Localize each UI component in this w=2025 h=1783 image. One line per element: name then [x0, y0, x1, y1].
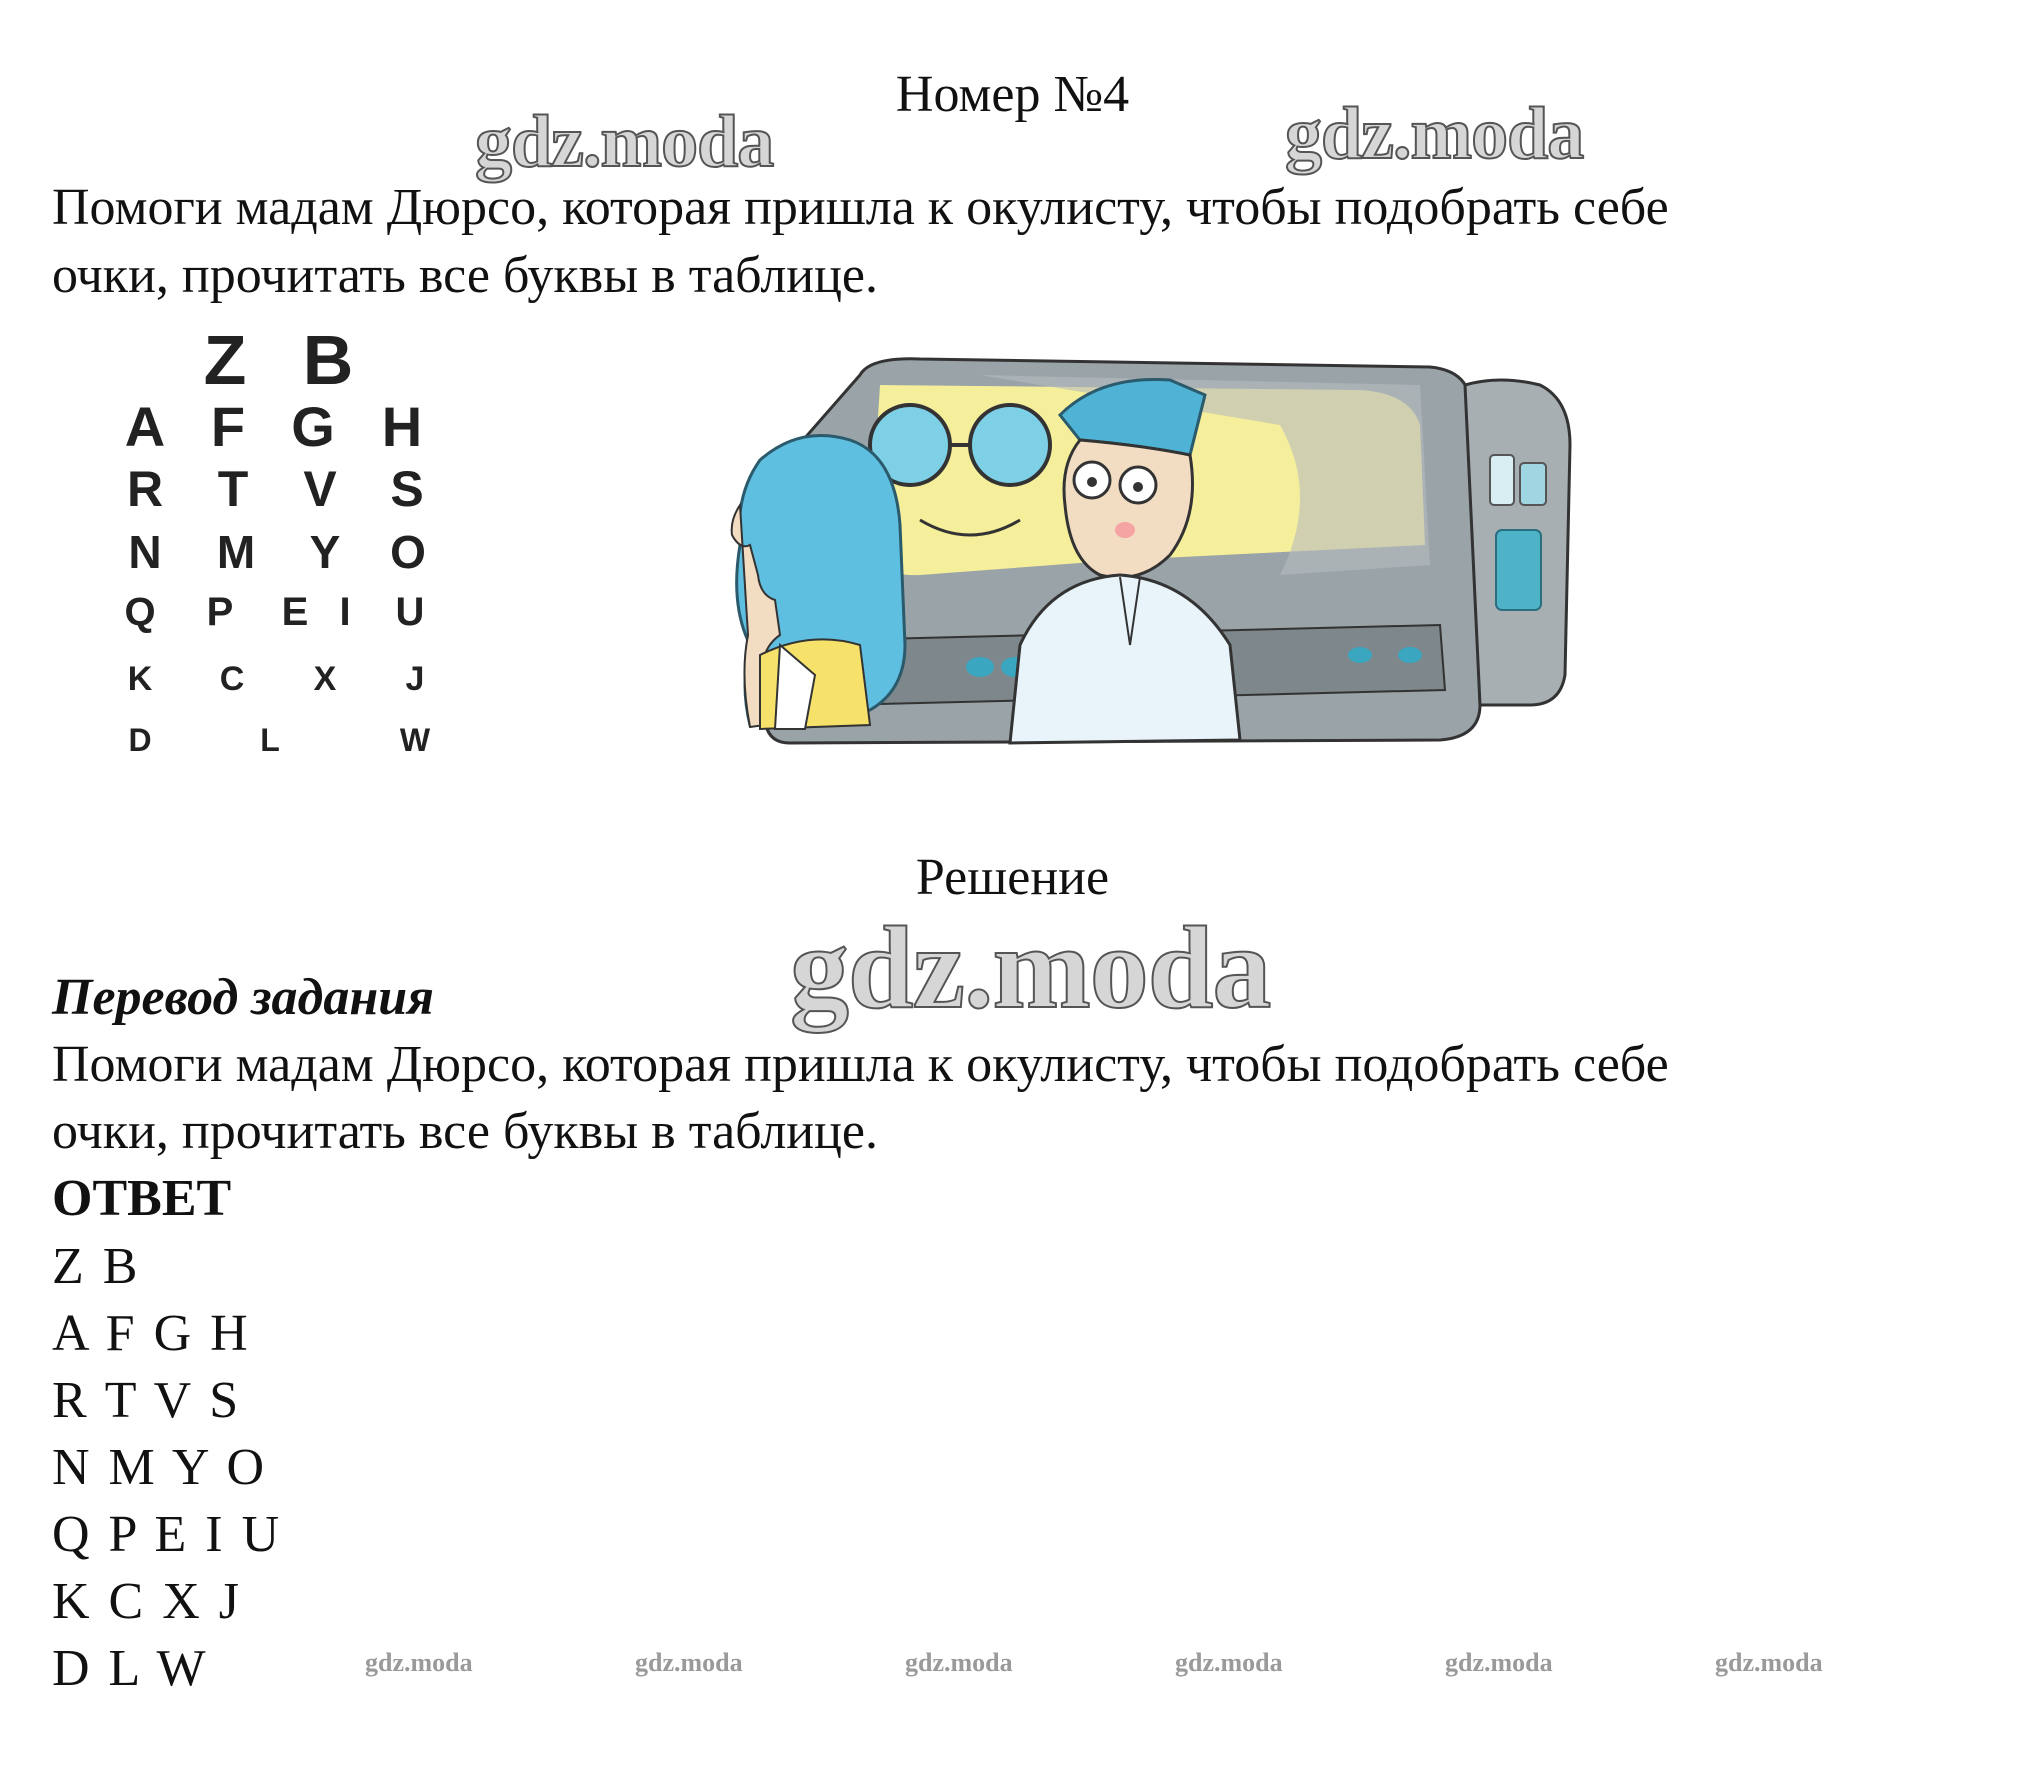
eye-chart-letter: S [390, 461, 424, 517]
eye-chart-letter: O [390, 526, 426, 578]
translation-text-line-1: Помоги мадам Дюрсо, которая пришла к окулисту, чтобы подобрать себе [52, 1036, 1669, 1093]
eye-chart [110, 320, 460, 770]
eye-chart-letter: Z [203, 321, 247, 399]
answer-line: K C X J [52, 1573, 243, 1630]
eye-chart-letter: P [206, 590, 234, 634]
watermark-small: gdz.moda [365, 1648, 473, 1677]
watermark: gdz.moda [475, 101, 774, 183]
eye-chart-letter: D [128, 722, 152, 758]
translation-heading: Перевод задания [52, 969, 434, 1026]
answer-line: R T V S [52, 1372, 242, 1429]
task-text-line-2: очки, прочитать все буквы в таблице. [52, 247, 879, 304]
eye-chart-letter: J [405, 660, 425, 698]
eye-chart-letter: U [395, 590, 425, 634]
answer-line: N M Y O [52, 1439, 268, 1496]
eye-chart-letter: K [127, 660, 153, 698]
answer-label: ОТВЕТ [52, 1170, 232, 1227]
watermark-small: gdz.moda [1175, 1648, 1283, 1677]
eye-chart-letter: B [302, 321, 354, 399]
page-title: Номер №4 [895, 66, 1130, 123]
eye-chart-letter: V [303, 461, 337, 517]
eye-chart-letter: T [217, 461, 249, 517]
eye-chart-letter: Q [124, 590, 156, 634]
eye-chart-letter: C [219, 660, 245, 698]
answer-line: Q P E I U [52, 1506, 283, 1563]
eye-chart-letter: F [210, 395, 246, 458]
eye-chart-letter: W [399, 722, 431, 758]
eye-chart-letter: R [126, 461, 164, 517]
watermark: gdz.moda [790, 902, 1271, 1033]
eye-chart-letter: X [313, 660, 337, 698]
eye-chart-letter: Y [309, 526, 341, 578]
answer-list [52, 1233, 282, 1702]
eye-chart-letter: L [260, 722, 280, 758]
eye-chart-letter: H [381, 395, 423, 458]
eye-chart-letter: E [281, 590, 309, 634]
watermark-small: gdz.moda [1445, 1648, 1553, 1677]
answer-line: A F G H [52, 1305, 251, 1362]
solution-heading: Решение [915, 849, 1110, 906]
eye-chart-letter: N [128, 526, 162, 578]
watermark-small: gdz.moda [635, 1648, 743, 1677]
watermark: gdz.moda [1285, 93, 1584, 175]
watermark-small: gdz.moda [905, 1648, 1013, 1677]
translation-text-line-2: очки, прочитать все буквы в таблице. [52, 1103, 879, 1160]
task-text-line-1: Помоги мадам Дюрсо, которая пришла к окулисту, чтобы подобрать себе [52, 179, 1669, 236]
answer-line: D L W [52, 1640, 209, 1697]
doctor-and-patient-illustration [720, 345, 1590, 765]
watermark-small: gdz.moda [1715, 1648, 1823, 1677]
eye-chart-letter: G [291, 395, 335, 458]
answer-line: Z B [52, 1238, 141, 1295]
eye-chart-letter: I [339, 590, 351, 634]
eye-chart-letter: M [216, 526, 256, 578]
eye-chart-letter: A [124, 395, 166, 458]
